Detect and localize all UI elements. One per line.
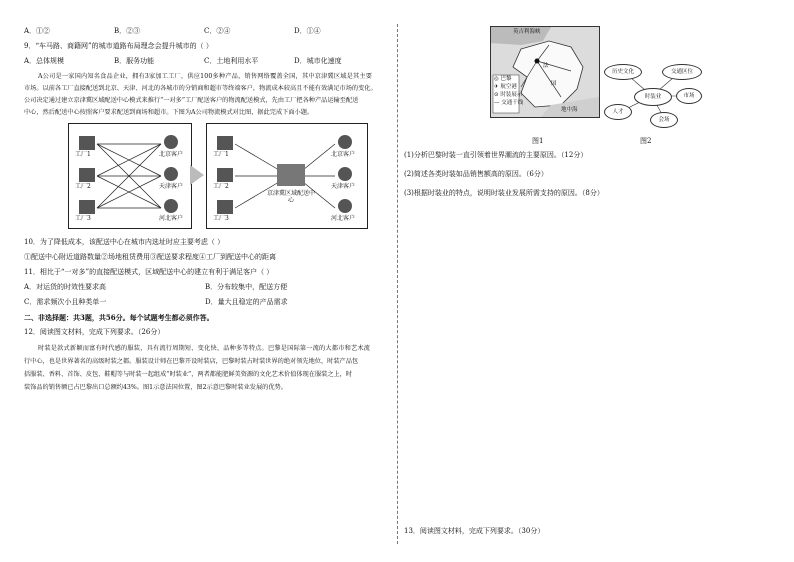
option: B．服务功能 bbox=[114, 57, 155, 65]
center-model-box bbox=[206, 123, 368, 229]
option: C．②④ bbox=[204, 27, 231, 35]
option: A．对运货的时效性要求高 bbox=[24, 283, 107, 291]
figure-1-caption: 图1 bbox=[532, 137, 544, 145]
center-label: 京津冀区域配送中心 bbox=[267, 190, 316, 204]
material-line: 市场。以前各工厂直接配送到北京、天津、河北的各城市的分销商和超市等终端客户，物流成本较高且不能有效满足市场的变化。 bbox=[24, 85, 377, 92]
center-model-svg bbox=[207, 124, 367, 228]
mindmap-node: 历史文化 bbox=[604, 64, 642, 80]
question-12-1: (1)分析巴黎时装一直引领着世界潮流的主要原因。（12分） bbox=[404, 151, 588, 159]
option: D．城市化速度 bbox=[294, 57, 342, 65]
paragraph-line: 时装是款式新颖而富有时代感的服装，具有流行周期短、变化快、品种多等特点。巴黎是国际第一流的大都市和艺术流 bbox=[38, 345, 371, 352]
customer-icon bbox=[164, 135, 178, 149]
factory-icon bbox=[79, 168, 95, 182]
question-12-3: (3)根据时装业的特点，说明时装业发展所需支持的原因。（8分） bbox=[404, 189, 604, 197]
country-label: 法 bbox=[543, 63, 549, 69]
question-12-paragraph bbox=[24, 342, 386, 394]
option: B．②③ bbox=[114, 27, 141, 35]
customer-icon bbox=[164, 167, 178, 181]
question-12-2: (2)简述各类时装如品销售额高的原因。（6分） bbox=[404, 170, 548, 178]
figure-2-caption: 图2 bbox=[640, 137, 652, 145]
mindmap-node: 交通区位 bbox=[662, 64, 702, 80]
factory-icon bbox=[79, 136, 95, 150]
section-heading: 二、非选择题：共3题，共56分。每个试题考生都必须作答。 bbox=[24, 313, 214, 322]
legend-item: ✈ 航空港 bbox=[494, 84, 517, 90]
factory-icon bbox=[217, 200, 233, 214]
logistics-diagram bbox=[68, 123, 368, 231]
option: C．需求频次小且种类单一 bbox=[24, 298, 107, 306]
paragraph-line: 行中心，也是世界著名的高级时装之都。服装设计师在巴黎开设时装店，巴黎时装占时装世界的绝对领先地位，时装产品包 bbox=[24, 358, 359, 365]
mindmap-node: 人才 bbox=[604, 104, 632, 120]
paragraph-line: 装饰品的销售额已占巴黎出口总额约43%。图1示意法国位置，图2示意巴黎时装业发展的优势。 bbox=[24, 384, 287, 391]
question-13: 13．阅读图文材料，完成下列要求。（30分） bbox=[404, 527, 545, 535]
france-map bbox=[490, 26, 600, 118]
customer-label: 河北客户 bbox=[331, 215, 356, 222]
customer-icon bbox=[338, 135, 352, 149]
direct-model-box bbox=[68, 123, 192, 229]
question-9: 9．“车马路、商籍网”的城市道路布局理念会提升城市的（ ） bbox=[24, 42, 213, 50]
factory-label: 工厂3 bbox=[213, 215, 229, 222]
legend-item: ⊙ 时装展示 bbox=[494, 92, 523, 98]
option: D．量大且稳定的产品需求 bbox=[205, 298, 288, 306]
question-10-options: ①配送中心附近道路数量②场地租赁费用③配送要求程度④工厂到配送中心的距离 bbox=[24, 253, 276, 261]
question-11-options-ab bbox=[24, 282, 386, 293]
customer-icon bbox=[338, 167, 352, 181]
question-9-options bbox=[24, 56, 386, 67]
material-line: 公司决定通过建立京津冀区域配送中心模式来推行“一对多”工厂配送客户的物流配送模式，先由工厂把各种产品运输至配送 bbox=[24, 97, 359, 104]
legend-item: — 交通干线 bbox=[494, 100, 524, 106]
question-12: 12．阅读图文材料，完成下列要求。（26分） bbox=[24, 328, 165, 336]
right-column bbox=[404, 26, 774, 199]
factory-icon bbox=[217, 168, 233, 182]
factory-label: 工厂2 bbox=[213, 183, 229, 190]
factory-icon bbox=[217, 136, 233, 150]
option: C．土地利用水平 bbox=[204, 57, 259, 65]
question-11: 11．相比于“一对多”的直接配送模式，区域配送中心的建立有利于满足客户（ ） bbox=[24, 268, 274, 276]
paris-marker bbox=[535, 59, 540, 64]
figures-area bbox=[404, 26, 774, 150]
mindmap-center: 时装业 bbox=[634, 88, 672, 106]
mindmap-node: 市场 bbox=[676, 88, 702, 104]
fashion-mindmap bbox=[604, 62, 700, 128]
paragraph-line: 括服装、香料、首饰、皮包、鞋帽等与时装一起组成“时装业”，两者都能肥鲜美资源的文化艺术价值体现在服装之上，时 bbox=[24, 371, 353, 378]
prev-question-options bbox=[24, 26, 386, 37]
option: A．①② bbox=[24, 27, 51, 35]
left-column bbox=[24, 26, 386, 394]
sea-label: 地中海 bbox=[561, 107, 578, 113]
customer-label: 天津客户 bbox=[159, 183, 184, 190]
question-11-options-cd bbox=[24, 297, 386, 308]
distribution-center-icon bbox=[277, 164, 305, 186]
material-line: 中心，然后配送中心按照客户要求配送到商场和超市。下图为A公司物流模式对比图，据此完成下面小题。 bbox=[24, 109, 314, 116]
option: B．分布较集中，配送方便 bbox=[205, 283, 288, 291]
mindmap-node: 会场 bbox=[650, 112, 678, 128]
column-divider bbox=[397, 24, 398, 544]
country-label: 国 bbox=[551, 81, 557, 87]
factory-label: 工厂1 bbox=[75, 151, 91, 158]
customer-icon bbox=[164, 199, 178, 213]
customer-label: 天津客户 bbox=[331, 183, 356, 190]
sea-label: 英吉利海峡 bbox=[513, 29, 541, 35]
legend-item: ◎ 巴黎 bbox=[494, 76, 512, 82]
direct-model-svg bbox=[69, 124, 191, 228]
option: D．①④ bbox=[294, 27, 321, 35]
option: A．总体规模 bbox=[24, 57, 65, 65]
customer-label: 河北客户 bbox=[159, 215, 184, 222]
transition-arrow-icon bbox=[190, 165, 204, 185]
customer-label: 北京客户 bbox=[331, 151, 356, 158]
material-line: A公司是一家国内知名食品企业，拥有3家加工工厂，供应100多种产品，销售网络覆盖全国，其中京津冀区域是其主要 bbox=[38, 73, 373, 80]
customer-label: 北京客户 bbox=[159, 151, 184, 158]
factory-icon bbox=[79, 200, 95, 214]
factory-label: 工厂2 bbox=[75, 183, 91, 190]
material-paragraph bbox=[24, 71, 386, 119]
factory-label: 工厂3 bbox=[75, 215, 91, 222]
customer-icon bbox=[338, 199, 352, 213]
factory-label: 工厂1 bbox=[213, 151, 229, 158]
question-10: 10．为了降低成本，该配送中心在城市内选址时应主要考虑（ ） bbox=[24, 238, 225, 246]
